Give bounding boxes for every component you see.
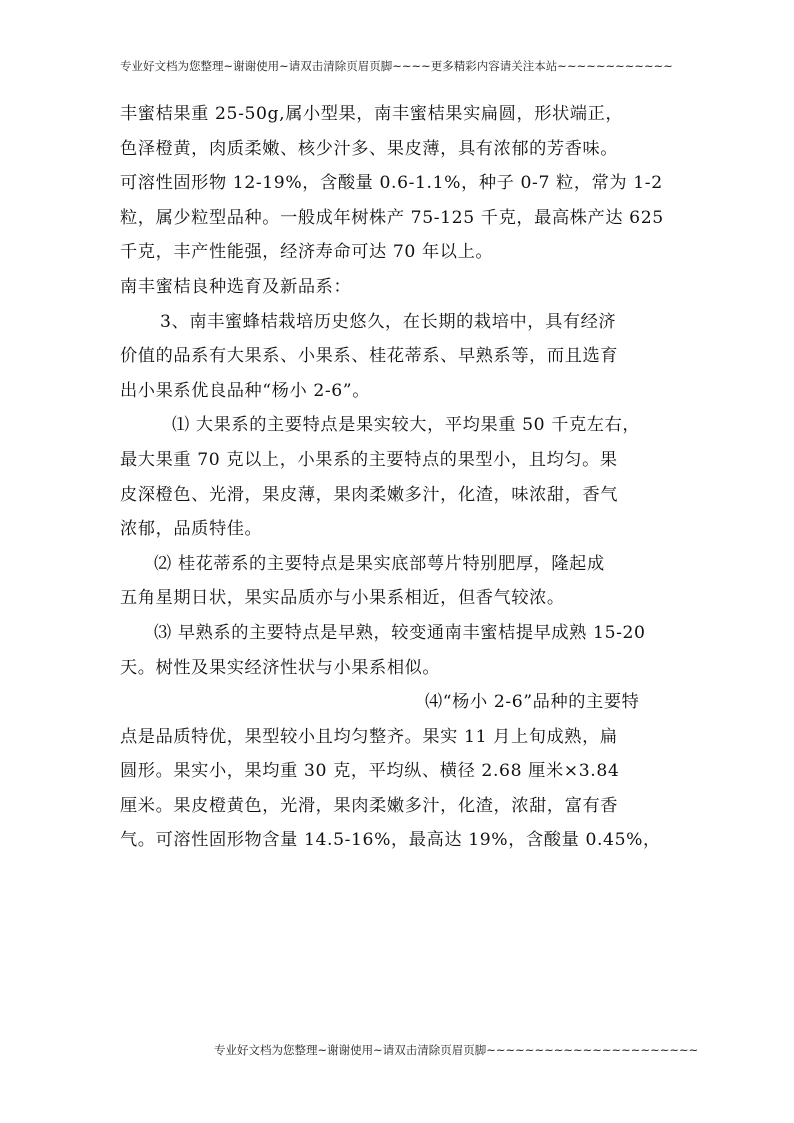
paragraph-line: 气。可溶性固形物含量 14.5-16%，最高达 19%，含酸量 0.45%， xyxy=(120,830,661,851)
paragraph-line: 价值的品系有大果系、小果系、桂花蒂系、早熟系等，而且选育 xyxy=(120,346,619,367)
paragraph-line: 色泽橙黄，肉质柔嫩、核少汁多、果皮薄，具有浓郁的芳香味。 xyxy=(120,138,619,159)
paragraph-line: 五角星期日状，果实品质亦与小果系相近，但香气较浓。 xyxy=(120,588,565,609)
paragraph-line: 丰蜜桔果重 25-50g,属小型果，南丰蜜桔果实扁圆，形状端正， xyxy=(120,104,624,124)
document-body xyxy=(120,97,680,858)
paragraph-line: 圆形。果实小，果均重 30 克，平均纵、横径 2.68 厘米×3.84 xyxy=(120,761,620,782)
paragraph-line: ⑷“杨小 2-6”品种的主要特 xyxy=(425,692,640,713)
paragraph-line: 可溶性固形物 12-19%，含酸量 0.6-1.1%，种子 0-7 粒，常为 1-2 xyxy=(120,173,663,194)
paragraph-line: 出小果系优良品种“杨小 2-6”。 xyxy=(120,380,370,401)
paragraph-line: ⑵ 桂花蒂系的主要特点是果实底部萼片特别肥厚，隆起成 xyxy=(154,553,605,574)
paragraph-line: 千克，丰产性能强，经济寿命可达 70 年以上。 xyxy=(120,242,494,263)
paragraph-line: 粒，属少粒型品种。一般成年树株产 75-125 千克，最高株产达 625 xyxy=(120,207,664,228)
paragraph-line: 厘米。果皮橙黄色，光滑，果肉柔嫩多汁，化渣，浓甜，富有香 xyxy=(120,795,619,816)
paragraph-line: 浓郁，品质特佳。 xyxy=(120,519,263,540)
section-heading: 南丰蜜桔良种选育及新品系： xyxy=(120,276,352,297)
paragraph-line: 3、南丰蜜蜂桔栽培历史悠久，在长期的栽培中，具有经济 xyxy=(160,311,617,332)
paragraph-line: 点是品质特优，果型较小且均匀整齐。果实 11 月上旬成熟，扁 xyxy=(120,726,618,747)
paragraph-line: 最大果重 70 克以上，小果系的主要特点的果型小，且均匀。果 xyxy=(120,449,618,470)
paragraph-line: ⑶ 早熟系的主要特点是早熟，较变通南丰蜜桔提早成熟 15-20 xyxy=(154,622,646,643)
paragraph-line: 皮深橙色、光滑，果皮薄，果肉柔嫩多汁，化渣，味浓甜，香气 xyxy=(120,484,619,505)
page-footer: 专业好文档为您整理~谢谢使用~请双击清除页眉页脚~~~~~~~~~~~~~~~~~~~~~~ xyxy=(214,1043,699,1057)
page-header: 专业好文档为您整理~谢谢使用~请双击清除页眉页脚~~~~更多精彩内容请关注本站~~~~~~~~~~~~ xyxy=(120,59,673,73)
paragraph-line: 天。树性及果实经济性状与小果系相似。 xyxy=(120,657,441,678)
paragraph-line: ⑴ 大果系的主要特点是果实较大，平均果重 50 千克左右， xyxy=(172,415,641,436)
